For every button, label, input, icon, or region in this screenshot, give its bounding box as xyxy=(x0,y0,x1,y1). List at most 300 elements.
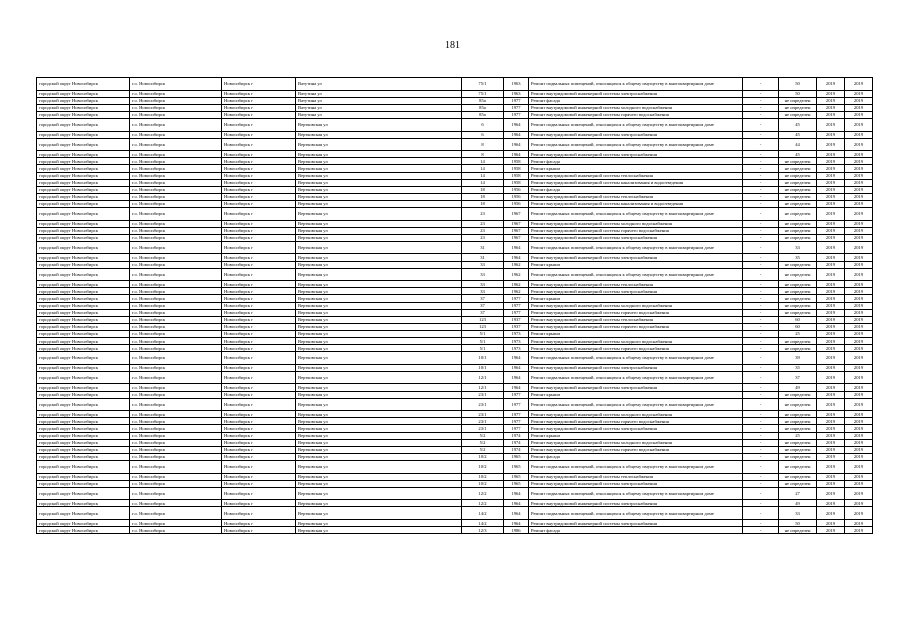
cell-municipality: городской округ Новосибирск xyxy=(37,480,130,487)
cell-build-year: 1973 xyxy=(504,345,529,352)
cell-house-number: 33 xyxy=(462,268,504,281)
cell-term-cell: 33 xyxy=(779,241,817,254)
cell-locality: Новосибирск г xyxy=(222,330,296,337)
table-row xyxy=(37,302,873,309)
cell-plan-start: 2019 xyxy=(817,200,845,207)
cell-build-year: 1964 xyxy=(504,241,529,254)
cell-street: Вертковская ул xyxy=(296,227,462,234)
cell-locality: Новосибирск г xyxy=(222,352,296,365)
cell-build-year: 1974 xyxy=(504,446,529,453)
cell-build-year: 1977 xyxy=(504,411,529,418)
cell-cost-cell: - xyxy=(743,446,779,453)
cell-plan-end: 2019 xyxy=(845,268,873,281)
cell-work-type: Ремонт фасада xyxy=(529,453,743,460)
cell-cost-cell: - xyxy=(743,411,779,418)
cell-settlement: г.о. Новосибирск xyxy=(130,411,222,418)
cell-plan-start: 2019 xyxy=(817,165,845,172)
cell-term-cell: не определен xyxy=(779,398,817,411)
table-row xyxy=(37,500,873,507)
cell-cost-cell: - xyxy=(743,241,779,254)
cell-build-year: 1977 xyxy=(504,302,529,309)
cell-term-cell: не определен xyxy=(779,220,817,227)
cell-build-year: 1974 xyxy=(504,432,529,439)
cell-locality: Новосибирск г xyxy=(222,179,296,186)
cell-settlement: г.о. Новосибирск xyxy=(130,261,222,268)
cell-plan-end: 2019 xyxy=(845,473,873,480)
cell-locality: Новосибирск г xyxy=(222,507,296,520)
cell-plan-start: 2019 xyxy=(817,220,845,227)
cell-settlement: г.о. Новосибирск xyxy=(130,288,222,295)
cell-term-cell: 45 xyxy=(779,151,817,158)
cell-build-year: 1964 xyxy=(504,384,529,391)
cell-term-cell: 39 xyxy=(779,352,817,365)
cell-cost-cell: - xyxy=(743,398,779,411)
cell-street: Вертковская ул xyxy=(296,352,462,365)
cell-house-number: 10/2 xyxy=(462,480,504,487)
cell-cost-cell: - xyxy=(743,500,779,507)
cell-plan-end: 2019 xyxy=(845,234,873,241)
cell-cost-cell: - xyxy=(743,208,779,221)
table-row xyxy=(37,398,873,411)
cell-house-number: 18 xyxy=(462,193,504,200)
cell-build-year: 1962 xyxy=(504,281,529,288)
cell-house-number: 6 xyxy=(462,131,504,138)
cell-locality: Новосибирск г xyxy=(222,345,296,352)
cell-municipality: городской округ Новосибирск xyxy=(37,220,130,227)
table-row xyxy=(37,352,873,365)
cell-plan-start: 2019 xyxy=(817,186,845,193)
cell-locality: Новосибирск г xyxy=(222,309,296,316)
cell-cost-cell: - xyxy=(743,261,779,268)
cell-street: Вертковская ул xyxy=(296,131,462,138)
cell-build-year: 1974 xyxy=(504,439,529,446)
table-row xyxy=(37,288,873,295)
cell-street: Вертковская ул xyxy=(296,295,462,302)
table-row xyxy=(37,487,873,500)
cell-street: Вертковская ул xyxy=(296,138,462,151)
cell-municipality: городской округ Новосибирск xyxy=(37,97,130,104)
cell-cost-cell: - xyxy=(743,352,779,365)
cell-locality: Новосибирск г xyxy=(222,316,296,323)
cell-cost-cell: - xyxy=(743,234,779,241)
cell-work-type: Ремонт внутридомовой инженерной системы холодного водоснабжения xyxy=(529,302,743,309)
cell-municipality: городской округ Новосибирск xyxy=(37,186,130,193)
cell-street: Вертковская ул xyxy=(296,186,462,193)
cell-cost-cell: - xyxy=(743,295,779,302)
cell-locality: Новосибирск г xyxy=(222,131,296,138)
cell-plan-start: 2019 xyxy=(817,345,845,352)
cell-settlement: г.о. Новосибирск xyxy=(130,254,222,261)
cell-settlement: г.о. Новосибирск xyxy=(130,158,222,165)
cell-settlement: г.о. Новосибирск xyxy=(130,384,222,391)
cell-settlement: г.о. Новосибирск xyxy=(130,220,222,227)
cell-plan-end: 2019 xyxy=(845,316,873,323)
cell-term-cell: 25 xyxy=(779,432,817,439)
cell-work-type: Ремонт внутридомовой инженерной системы электроснабжения xyxy=(529,131,743,138)
cell-municipality: городской округ Новосибирск xyxy=(37,234,130,241)
cell-cost-cell: - xyxy=(743,473,779,480)
cell-cost-cell: - xyxy=(743,338,779,345)
cell-house-number: 31 xyxy=(462,254,504,261)
cell-build-year: 1977 xyxy=(504,391,529,398)
cell-plan-start: 2019 xyxy=(817,519,845,526)
cell-plan-end: 2019 xyxy=(845,527,873,534)
cell-house-number: 37 xyxy=(462,295,504,302)
cell-cost-cell: - xyxy=(743,507,779,520)
table-row xyxy=(37,268,873,281)
cell-cost-cell: - xyxy=(743,439,779,446)
cell-house-number: 14 xyxy=(462,165,504,172)
cell-plan-start: 2019 xyxy=(817,172,845,179)
cell-street: Вертковская ул xyxy=(296,432,462,439)
table-row xyxy=(37,507,873,520)
cell-work-type: Ремонт внутридомовой инженерной системы электроснабжения xyxy=(529,254,743,261)
cell-term-cell: не определен xyxy=(779,411,817,418)
cell-plan-start: 2019 xyxy=(817,104,845,111)
cell-cost-cell: - xyxy=(743,158,779,165)
cell-work-type: Ремонт подвальных помещений, относящихся к общему имуществу в многоквартирном доме xyxy=(529,371,743,384)
cell-plan-start: 2019 xyxy=(817,268,845,281)
table-row xyxy=(37,338,873,345)
cell-work-type: Ремонт внутридомовой инженерной системы горячего водоснабжения xyxy=(529,111,743,118)
cell-plan-start: 2019 xyxy=(817,418,845,425)
cell-cost-cell: - xyxy=(743,302,779,309)
cell-house-number: 37 xyxy=(462,309,504,316)
cell-municipality: городской округ Новосибирск xyxy=(37,323,130,330)
cell-house-number: 5/2 xyxy=(462,439,504,446)
cell-build-year: 1967 xyxy=(504,220,529,227)
cell-settlement: г.о. Новосибирск xyxy=(130,480,222,487)
cell-build-year: 1965 xyxy=(504,480,529,487)
cell-municipality: городской округ Новосибирск xyxy=(37,500,130,507)
cell-cost-cell: - xyxy=(743,254,779,261)
cell-term-cell: не определен xyxy=(779,460,817,473)
table-row xyxy=(37,432,873,439)
cell-locality: Новосибирск г xyxy=(222,473,296,480)
table-row xyxy=(37,172,873,179)
cell-build-year: 1964 xyxy=(504,254,529,261)
cell-term-cell: 60 xyxy=(779,316,817,323)
cell-plan-start: 2019 xyxy=(817,507,845,520)
cell-street: Вертковская ул xyxy=(296,288,462,295)
cell-build-year: 1962 xyxy=(504,261,529,268)
cell-plan-end: 2019 xyxy=(845,384,873,391)
cell-build-year: 1963 xyxy=(504,90,529,97)
cell-municipality: городской округ Новосибирск xyxy=(37,208,130,221)
cell-street: Вертковская ул xyxy=(296,281,462,288)
cell-settlement: г.о. Новосибирск xyxy=(130,78,222,91)
cell-settlement: г.о. Новосибирск xyxy=(130,338,222,345)
cell-municipality: городской округ Новосибирск xyxy=(37,241,130,254)
cell-municipality: городской округ Новосибирск xyxy=(37,446,130,453)
cell-house-number: 33 xyxy=(462,288,504,295)
cell-cost-cell: - xyxy=(743,193,779,200)
table-row xyxy=(37,364,873,371)
cell-work-type: Ремонт крыши xyxy=(529,330,743,337)
cell-plan-start: 2019 xyxy=(817,241,845,254)
cell-plan-end: 2019 xyxy=(845,165,873,172)
cell-cost-cell: - xyxy=(743,165,779,172)
cell-work-type: Ремонт подвальных помещений, относящихся к общему имуществу в многоквартирном доме xyxy=(529,352,743,365)
cell-plan-end: 2019 xyxy=(845,111,873,118)
cell-settlement: г.о. Новосибирск xyxy=(130,453,222,460)
cell-build-year: 1967 xyxy=(504,234,529,241)
cell-work-type: Ремонт внутридомовой инженерной системы горячего водоснабжения xyxy=(529,323,743,330)
cell-term-cell: не определен xyxy=(779,179,817,186)
cell-municipality: городской округ Новосибирск xyxy=(37,78,130,91)
cell-locality: Новосибирск г xyxy=(222,138,296,151)
cell-municipality: городской округ Новосибирск xyxy=(37,507,130,520)
table-row xyxy=(37,118,873,131)
cell-plan-start: 2019 xyxy=(817,480,845,487)
cell-settlement: г.о. Новосибирск xyxy=(130,302,222,309)
cell-house-number: 14/2 xyxy=(462,519,504,526)
cell-term-cell: не определен xyxy=(779,446,817,453)
table-row xyxy=(37,384,873,391)
cell-build-year: 1958 xyxy=(504,158,529,165)
cell-cost-cell: - xyxy=(743,179,779,186)
cell-build-year: 1963 xyxy=(504,78,529,91)
cell-municipality: городской округ Новосибирск xyxy=(37,165,130,172)
cell-settlement: г.о. Новосибирск xyxy=(130,234,222,241)
table-row xyxy=(37,138,873,151)
cell-plan-end: 2019 xyxy=(845,425,873,432)
cell-plan-start: 2019 xyxy=(817,446,845,453)
cell-locality: Новосибирск г xyxy=(222,268,296,281)
cell-municipality: городской округ Новосибирск xyxy=(37,179,130,186)
cell-plan-start: 2019 xyxy=(817,281,845,288)
cell-build-year: 1964 xyxy=(504,519,529,526)
cell-term-cell: не определен xyxy=(779,453,817,460)
cell-locality: Новосибирск г xyxy=(222,78,296,91)
cell-plan-start: 2019 xyxy=(817,371,845,384)
cell-term-cell: 27 xyxy=(779,487,817,500)
cell-term-cell: не определен xyxy=(779,97,817,104)
cell-locality: Новосибирск г xyxy=(222,439,296,446)
cell-street: Ватутина ул xyxy=(296,97,462,104)
cell-plan-start: 2019 xyxy=(817,227,845,234)
cell-term-cell: не определен xyxy=(779,338,817,345)
cell-build-year: 1965 xyxy=(504,453,529,460)
cell-term-cell: 35 xyxy=(779,254,817,261)
cell-term-cell: 50 xyxy=(779,78,817,91)
cell-settlement: г.о. Новосибирск xyxy=(130,281,222,288)
cell-plan-end: 2019 xyxy=(845,418,873,425)
cell-house-number: 14 xyxy=(462,172,504,179)
cell-house-number: 23/1 xyxy=(462,391,504,398)
cell-municipality: городской округ Новосибирск xyxy=(37,151,130,158)
cell-settlement: г.о. Новосибирск xyxy=(130,104,222,111)
cell-plan-end: 2019 xyxy=(845,138,873,151)
cell-cost-cell: - xyxy=(743,268,779,281)
cell-term-cell: 49 xyxy=(779,384,817,391)
cell-plan-end: 2019 xyxy=(845,309,873,316)
cell-street: Вертковская ул xyxy=(296,391,462,398)
cell-house-number: 10/2 xyxy=(462,460,504,473)
cell-work-type: Ремонт внутридомовой инженерной системы электроснабжения xyxy=(529,234,743,241)
cell-build-year: 1937 xyxy=(504,323,529,330)
cell-term-cell: не определен xyxy=(779,295,817,302)
cell-house-number: 5/1 xyxy=(462,330,504,337)
cell-settlement: г.о. Новосибирск xyxy=(130,527,222,534)
cell-work-type: Ремонт фасада xyxy=(529,158,743,165)
cell-locality: Новосибирск г xyxy=(222,151,296,158)
cell-house-number: 23/1 xyxy=(462,411,504,418)
table-row xyxy=(37,411,873,418)
cell-settlement: г.о. Новосибирск xyxy=(130,425,222,432)
cell-house-number: 14/2 xyxy=(462,507,504,520)
cell-build-year: 1937 xyxy=(504,316,529,323)
cell-street: Вертковская ул xyxy=(296,330,462,337)
cell-plan-start: 2019 xyxy=(817,302,845,309)
cell-plan-end: 2019 xyxy=(845,118,873,131)
cell-term-cell: не определен xyxy=(779,172,817,179)
cell-locality: Новосибирск г xyxy=(222,425,296,432)
table-row xyxy=(37,309,873,316)
cell-plan-start: 2019 xyxy=(817,78,845,91)
cell-term-cell: 44 xyxy=(779,138,817,151)
cell-plan-end: 2019 xyxy=(845,453,873,460)
cell-locality: Новосибирск г xyxy=(222,200,296,207)
cell-plan-end: 2019 xyxy=(845,364,873,371)
cell-work-type: Ремонт фасада xyxy=(529,97,743,104)
cell-plan-start: 2019 xyxy=(817,398,845,411)
cell-build-year: 1962 xyxy=(504,268,529,281)
cell-municipality: городской округ Новосибирск xyxy=(37,330,130,337)
table-row xyxy=(37,330,873,337)
table-row xyxy=(37,111,873,118)
cell-locality: Новосибирск г xyxy=(222,208,296,221)
cell-locality: Новосибирск г xyxy=(222,364,296,371)
cell-plan-start: 2019 xyxy=(817,179,845,186)
cell-locality: Новосибирск г xyxy=(222,158,296,165)
cell-plan-end: 2019 xyxy=(845,261,873,268)
cell-plan-start: 2019 xyxy=(817,97,845,104)
cell-locality: Новосибирск г xyxy=(222,254,296,261)
cell-plan-end: 2019 xyxy=(845,295,873,302)
table-row xyxy=(37,371,873,384)
cell-plan-start: 2019 xyxy=(817,234,845,241)
cell-work-type: Ремонт подвальных помещений, относящихся к общему имуществу в многоквартирном доме xyxy=(529,268,743,281)
cell-street: Вертковская ул xyxy=(296,487,462,500)
cell-house-number: 33 xyxy=(462,261,504,268)
cell-cost-cell: - xyxy=(743,453,779,460)
cell-plan-end: 2019 xyxy=(845,179,873,186)
cell-settlement: г.о. Новосибирск xyxy=(130,446,222,453)
cell-build-year: 1977 xyxy=(504,425,529,432)
cell-house-number: 12/2 xyxy=(462,500,504,507)
cell-settlement: г.о. Новосибирск xyxy=(130,519,222,526)
cell-settlement: г.о. Новосибирск xyxy=(130,371,222,384)
cell-build-year: 1977 xyxy=(504,104,529,111)
table-row xyxy=(37,453,873,460)
cell-work-type: Ремонт подвальных помещений, относящихся к общему имуществу в многоквартирном доме xyxy=(529,487,743,500)
cell-plan-end: 2019 xyxy=(845,391,873,398)
cell-house-number: 18 xyxy=(462,200,504,207)
cell-cost-cell: - xyxy=(743,371,779,384)
table-row xyxy=(37,295,873,302)
cell-municipality: городской округ Новосибирск xyxy=(37,193,130,200)
cell-settlement: г.о. Новосибирск xyxy=(130,111,222,118)
cell-municipality: городской округ Новосибирск xyxy=(37,453,130,460)
cell-street: Вертковская ул xyxy=(296,446,462,453)
cell-work-type: Ремонт подвальных помещений, относящихся к общему имуществу в многоквартирном доме xyxy=(529,507,743,520)
cell-plan-end: 2019 xyxy=(845,439,873,446)
cell-municipality: городской округ Новосибирск xyxy=(37,487,130,500)
cell-municipality: городской округ Новосибирск xyxy=(37,418,130,425)
cell-plan-end: 2019 xyxy=(845,97,873,104)
cell-street: Ватутина ул xyxy=(296,111,462,118)
cell-plan-end: 2019 xyxy=(845,345,873,352)
cell-plan-start: 2019 xyxy=(817,295,845,302)
cell-municipality: городской округ Новосибирск xyxy=(37,227,130,234)
cell-term-cell: 35 xyxy=(779,364,817,371)
cell-plan-start: 2019 xyxy=(817,527,845,534)
cell-term-cell: не определен xyxy=(779,281,817,288)
table-row xyxy=(37,234,873,241)
cell-municipality: городской округ Новосибирск xyxy=(37,527,130,534)
cell-settlement: г.о. Новосибирск xyxy=(130,352,222,365)
cell-plan-end: 2019 xyxy=(845,323,873,330)
cell-locality: Новосибирск г xyxy=(222,302,296,309)
cell-work-type: Ремонт внутридомовой инженерной системы холодного водоснабжения xyxy=(529,411,743,418)
cell-settlement: г.о. Новосибирск xyxy=(130,330,222,337)
cell-house-number: 10/1 xyxy=(462,364,504,371)
cell-house-number: 23 xyxy=(462,227,504,234)
cell-municipality: городской округ Новосибирск xyxy=(37,398,130,411)
cell-work-type: Ремонт крыши xyxy=(529,165,743,172)
cell-work-type: Ремонт подвальных помещений, относящихся к общему имуществу в многоквартирном доме xyxy=(529,138,743,151)
table-row xyxy=(37,345,873,352)
cell-plan-start: 2019 xyxy=(817,193,845,200)
cell-settlement: г.о. Новосибирск xyxy=(130,345,222,352)
cell-locality: Новосибирск г xyxy=(222,371,296,384)
cell-cost-cell: - xyxy=(743,111,779,118)
cell-municipality: городской округ Новосибирск xyxy=(37,371,130,384)
cell-locality: Новосибирск г xyxy=(222,193,296,200)
cell-plan-end: 2019 xyxy=(845,90,873,97)
cell-house-number: 8 xyxy=(462,151,504,158)
cell-house-number: 12/3 xyxy=(462,527,504,534)
cell-build-year: 1977 xyxy=(504,398,529,411)
cell-term-cell: не определен xyxy=(779,391,817,398)
cell-locality: Новосибирск г xyxy=(222,261,296,268)
cell-plan-end: 2019 xyxy=(845,241,873,254)
cell-locality: Новосибирск г xyxy=(222,460,296,473)
cell-cost-cell: - xyxy=(743,78,779,91)
cell-cost-cell: - xyxy=(743,309,779,316)
table-row xyxy=(37,527,873,534)
cell-cost-cell: - xyxy=(743,151,779,158)
cell-municipality: городской округ Новосибирск xyxy=(37,345,130,352)
cell-plan-end: 2019 xyxy=(845,288,873,295)
table-row xyxy=(37,316,873,323)
cell-settlement: г.о. Новосибирск xyxy=(130,151,222,158)
cell-municipality: городской округ Новосибирск xyxy=(37,439,130,446)
cell-settlement: г.о. Новосибирск xyxy=(130,500,222,507)
cell-house-number: 31 xyxy=(462,241,504,254)
table-row xyxy=(37,78,873,91)
cell-locality: Новосибирск г xyxy=(222,384,296,391)
cell-plan-end: 2019 xyxy=(845,158,873,165)
cell-settlement: г.о. Новосибирск xyxy=(130,90,222,97)
cell-settlement: г.о. Новосибирск xyxy=(130,179,222,186)
cell-term-cell: не определен xyxy=(779,104,817,111)
cell-street: Вертковская ул xyxy=(296,398,462,411)
cell-term-cell: 50 xyxy=(779,519,817,526)
cell-settlement: г.о. Новосибирск xyxy=(130,268,222,281)
cell-plan-end: 2019 xyxy=(845,330,873,337)
